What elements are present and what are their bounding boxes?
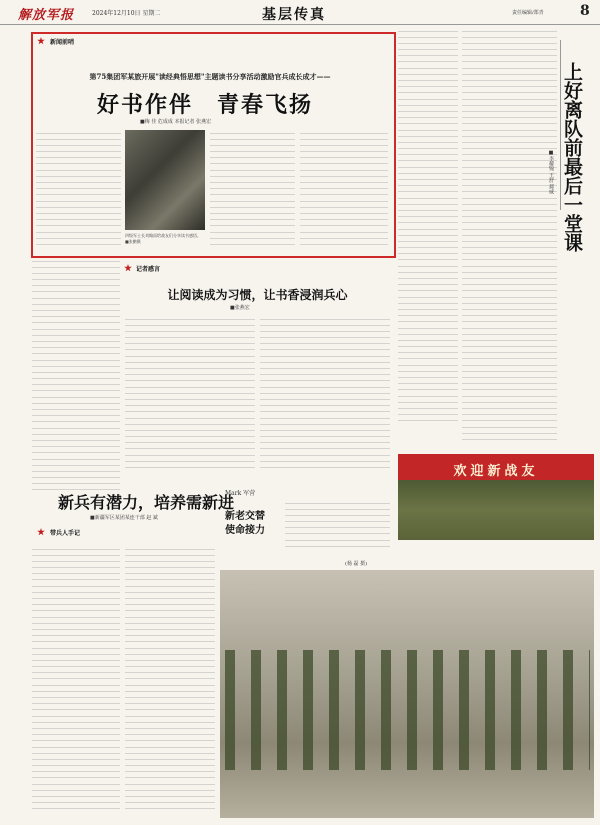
story1-col1: [36, 130, 121, 250]
story3-byline: ■新疆军区某团某连干部 赵 斌: [90, 515, 158, 521]
soldiers-group-photo: [398, 480, 594, 540]
story2-byline: ■张燕宏: [230, 305, 250, 311]
banner-text: 欢迎新战友: [453, 464, 539, 479]
story1-subhead: 第75集团军某旅开展"读经典悟思想"主题读书分享活动激励官兵成长成才——: [89, 72, 331, 81]
section-title: 基层传真: [262, 7, 326, 23]
story4-col1: [32, 546, 120, 816]
story2-col2: [260, 316, 390, 476]
story2-headline: 让阅读成为习惯，让书香浸润兵心: [167, 288, 348, 302]
story6-col1: [398, 28, 458, 428]
story6-byline: ■李耀锦 王舒 郝威: [548, 150, 554, 195]
editor-credit: 责任编辑/郑青: [512, 10, 544, 16]
reading-soldier-photo: [125, 130, 205, 230]
story6-headline: 上好离队前最后一堂课: [561, 62, 583, 252]
star-icon: [37, 528, 45, 536]
star-icon: [124, 264, 132, 272]
story5-text: [285, 500, 390, 555]
story1-headline: 好书作伴 青春飞扬: [96, 92, 313, 118]
story4-col2: [125, 546, 215, 816]
story1-byline: ■梅 佳 危成成 本报记者 张燕宏: [140, 119, 212, 125]
story1-continuation: [32, 258, 120, 498]
story6-col2: [462, 28, 557, 448]
page-number: 8: [580, 3, 590, 19]
story2-col1: [125, 316, 255, 476]
soldier-row: [225, 650, 590, 770]
story5-photo-caption: (杨 磊 摄): [345, 561, 368, 567]
kicker-reporter: 记者感言: [136, 266, 161, 273]
story1-col3: [300, 130, 388, 250]
kicker-commander-notes: 带兵人手记: [50, 530, 81, 537]
story5-tag: Mark 军营: [225, 490, 256, 497]
story3-headline: 新兵有潜力，培养需新进: [58, 493, 235, 512]
story1-col2: [210, 130, 295, 250]
kicker-news: 新闻前哨: [50, 39, 75, 46]
story5-headline: 新老交替 使命接力: [225, 511, 265, 536]
story1-photo-caption: 四级军士长刘翰雨给战友们分享读书感悟。 ■张鹏摄: [125, 233, 201, 244]
divider: [560, 40, 561, 210]
masthead: 解放军报: [18, 8, 75, 23]
issue-date: 2024年12月10日 星期二: [92, 10, 161, 17]
